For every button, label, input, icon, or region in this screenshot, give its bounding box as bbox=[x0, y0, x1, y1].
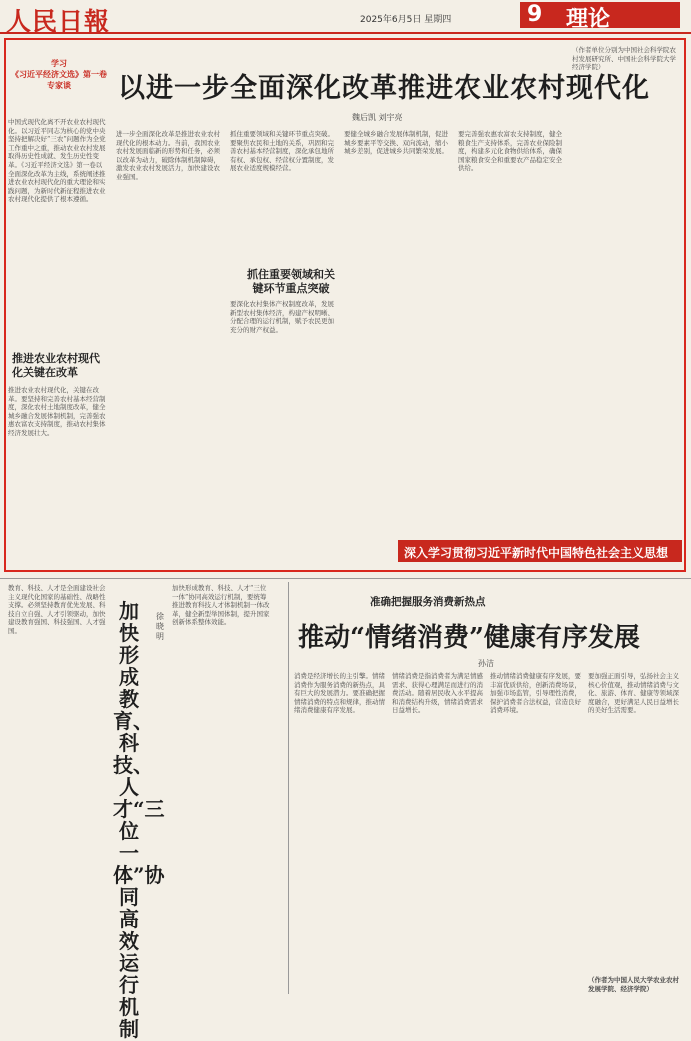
article3-author: 孙洁 bbox=[478, 659, 494, 668]
side-banner-line3: 专家谈 bbox=[47, 81, 71, 90]
main-headline: 以进一步全面深化改革推进农业农村现代化 bbox=[118, 73, 650, 104]
dateline: 2025年6月5日 星期四 bbox=[360, 15, 452, 25]
article3-source: （作者为中国人民大学农业农村发展学院、经济学院） bbox=[588, 976, 679, 993]
article2-headline: 加快形成教育、科技、人才“三位一体”协同高效运行机制 bbox=[113, 599, 165, 1041]
page-number: 9 bbox=[527, 2, 543, 27]
article3-col1: 消费是经济增长的主引擎。情绪消费作为服务消费的新热点，具有巨大的发展潜力。要准确把握情绪消费的特点和规律，推动情绪消费健康有序发展。 bbox=[294, 672, 385, 715]
subhead-1: 推进农业农村现代化关键在改革 bbox=[12, 352, 100, 379]
newspaper-logo: 人民日報 bbox=[6, 7, 111, 36]
article3-col3: 推动情绪消费健康有序发展，要丰富优质供给，创新消费场景，加强市场监管，引导理性消费，保护消费者合法权益，营造良好消费环境。 bbox=[490, 672, 581, 715]
lead-text: 中国式现代化离不开农业农村现代化。以习近平同志为核心的党中央坚持把解决好“三农”问题作为全党工作重中之重，推动农业农村发展取得历史性成就、发生历史性变革。《习近平经济文选》第一卷以全面深化改革为主线，系统阐述推进农业农村现代化的重大理论和实践问题，为新时代新征程推进农业农村现代化提供了根本遵循。 bbox=[8, 118, 106, 204]
col6-text: （作者单位分别为中国社会科学院农村发展研究所、中国社会科学院大学经济学院） bbox=[572, 46, 676, 72]
subhead-2: 抓住重要领域和关键环节重点突破 bbox=[247, 268, 335, 295]
article3-col4: 要加强正面引导，弘扬社会主义核心价值观，推动情绪消费与文化、旅游、体育、健康等领域深度融合，更好满足人民日益增长的美好生活需要。 bbox=[588, 672, 679, 715]
col1-text: 推进农业农村现代化，关键在改革。要坚持和完善农村基本经营制度，深化农村土地制度改革，健全城乡融合发展体制机制，完善强农惠农富农支持制度，推动农村集体经济发展壮大。 bbox=[8, 386, 106, 437]
article2-author: 徐晓明 bbox=[156, 612, 164, 641]
article3-col2: 情绪消费是指消费者为满足情感需求、获得心理满足而进行的消费活动。随着居民收入水平提高和消费结构升级，情绪消费需求日益增长。 bbox=[392, 672, 483, 715]
side-banner bbox=[8, 58, 110, 106]
article2-col2: 加快形成教育、科技、人才“三位一体”协同高效运行机制，要统筹推进教育科技人才体制机制一体改革，健全新型举国体制，提升国家创新体系整体效能。 bbox=[172, 584, 270, 627]
col4-text: 要健全城乡融合发展体制机制，促进城乡要素平等交换、双向流动，缩小城乡差别，促进城乡共同繁荣发展。 bbox=[344, 130, 448, 156]
main-byline: 魏后凯 刘宇亮 bbox=[352, 113, 403, 122]
extra-p11 bbox=[10, 900, 11, 901]
article3-headline: 推动“情绪消费”健康有序发展 bbox=[298, 623, 640, 653]
vertical-divider bbox=[288, 582, 289, 994]
col3-text: 要深化农村集体产权制度改革，发展新型农村集体经济，构建产权明晰、分配合理的运行机制，赋予农民更加充分的财产权益。 bbox=[230, 300, 334, 334]
article3-kicker: 准确把握服务消费新热点 bbox=[370, 596, 486, 608]
article2-col1: 教育、科技、人才是全面建设社会主义现代化国家的基础性、战略性支撑。必须坚持教育优先发展、科技自立自强、人才引领驱动，加快建设教育强国、科技强国、人才强国。 bbox=[8, 584, 106, 635]
col5-text: 要完善强农惠农富农支持制度，健全粮食生产支持体系，完善农业保险制度，构建多元化食物供给体系，确保国家粮食安全和重要农产品稳定安全供给。 bbox=[458, 130, 562, 173]
col2-text: 进一步全面深化改革是推进农业农村现代化的根本动力。当前，我国农业农村发展面临新的形势和任务，必须以改革为动力，破除体制机制障碍，激发农业农村发展活力，加快建设农业强国。 bbox=[116, 130, 220, 181]
side-banner-line2: 《习近平经济文选》第一卷 bbox=[11, 70, 107, 79]
side-banner-line1: 学习 bbox=[51, 59, 67, 68]
page-section: 理论 bbox=[566, 6, 611, 32]
section-divider bbox=[0, 578, 691, 579]
col3-text-top: 抓住重要领域和关键环节重点突破。要聚焦农民和土地的关系，巩固和完善农村基本经营制度，深化承包地所有权、承包权、经营权分置制度，发展农业适度规模经营。 bbox=[230, 130, 334, 173]
column-banner-text: 深入学习贯彻习近平新时代中国特色社会主义思想 bbox=[404, 546, 669, 560]
